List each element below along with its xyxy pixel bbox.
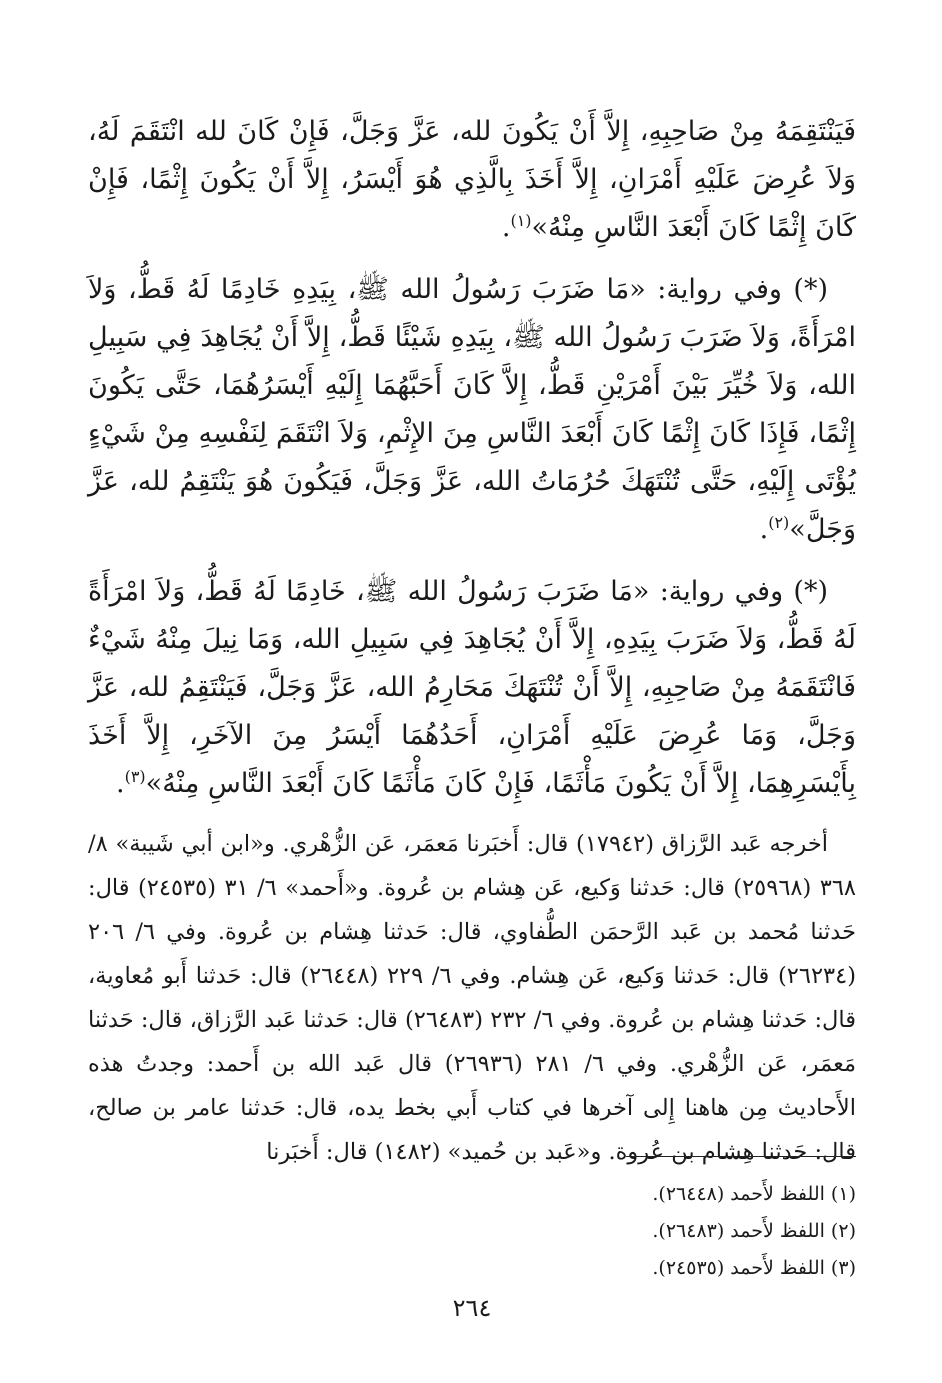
book-page [88, 108, 856, 1348]
footnote-1: (١) اللفظ لأَحمد (٢٦٤٤٨). [652, 1183, 856, 1205]
hadith-text: (*) وفي رواية: «مَا ضَرَبَ رَسُولُ الله ﷺ، خَادِمًا لَهُ قَطُّ، وَلاَ امْرَأَةً لَهُ قَطُّ، وَلاَ ضَرَبَ بِيَدِهِ، إِلاَّ أَنْ يُجَاهِدَ فِي سَبِيلِ الله، وَمَا نِيلَ مِنْهُ شَيْءٌ فَانْتَقَمَهُ مِنْ صَاحِبِهِ، إِلاَّ أَنْ تُنْتَهَكَ مَحَارِمُ الله، عَزَّ وَجَلَّ، فَيَنْتَقِمُ لله، عَزَّ وَجَلَّ، وَمَا عُرِضَ عَلَيْهِ أَمْرَانِ، أَحَدُهُمَا أَيْسَرُ مِنَ الآخَرِ، إِلاَّ أَخَذَ بِأَيْسَرِهِمَا، إِلاَّ أَنْ يَكُونَ مَأْثَمًا، فَإِنْ كَانَ مَأْثَمًا كَانَ أَبْعَدَ النَّاسِ مِنْهُ» [88, 576, 856, 799]
footnote-3: (٣) اللفظ لأَحمد (٢٤٥٣٥). [652, 1257, 856, 1279]
hadith-text: فَيَنْتَقِمَهُ مِنْ صَاحِبِهِ، إِلاَّ أَنْ يَكُونَ لله، عَزَّ وَجَلَّ، فَإِنْ كَانَ لله انْتَقَمَ لَهُ، وَلاَ عُرِضَ عَلَيْهِ أَمْرَانِ، إِلاَّ أَخَذَ بِالَّذِي هُوَ أَيْسَرُ، إِلاَّ أَنْ يَكُونَ إِثْمًا، فَإِنْ كَانَ إِثْمًا كَانَ أَبْعَدَ النَّاسِ مِنْهُ» [88, 116, 856, 243]
page-number: ٢٦٤ [452, 1294, 492, 1322]
paragraph-end: . [115, 768, 125, 799]
paragraph-end: . [501, 212, 511, 243]
footnotes [88, 1176, 856, 1287]
hadith-paragraph-1 [88, 108, 856, 252]
hadith-paragraph-2 [88, 266, 856, 554]
footnote-ref-1: (١) [510, 211, 532, 230]
footnote-divider [626, 1156, 856, 1157]
paragraph-end: . [759, 514, 769, 545]
hadith-text: (*) وفي رواية: «مَا ضَرَبَ رَسُولُ الله ﷺ، بِيَدِهِ خَادِمًا لَهُ قَطُّ، وَلاَ امْرَأَةً، وَلاَ ضَرَبَ رَسُولُ الله ﷺ، بِيَدِهِ شَيْئًا قَطُّ، إِلاَّ أَنْ يُجَاهِدَ فِي سَبِيلِ الله، وَلاَ خُيِّرَ بَيْنَ أَمْرَيْنِ قَطُّ، إِلاَّ كَانَ أَحَبَّهُمَا إِلَيْهِ أَيْسَرُهُمَا، حَتَّى يَكُونَ إِثْمًا، فَإِذَا كَانَ إِثْمًا كَانَ أَبْعَدَ النَّاسِ مِنَ الإِثْمِ، وَلاَ انْتَقَمَ لِنَفْسِهِ مِنْ شَيْءٍ يُؤْتَى إِلَيْهِ، حَتَّى تُنْتَهَكَ حُرُمَاتُ الله، عَزَّ وَجَلَّ، فَيَكُونَ هُوَ يَنْتَقِمُ لله، عَزَّ وَجَلَّ» [88, 274, 856, 545]
footnote-ref-3: (٣) [124, 767, 146, 786]
takhrij-paragraph [88, 822, 856, 1174]
footnote-ref-2: (٢) [768, 513, 790, 532]
footnote-2: (٢) اللفظ لأَحمد (٢٦٤٨٣). [652, 1220, 856, 1242]
hadith-paragraph-3 [88, 568, 856, 808]
takhrij-text: أخرجه عَبد الرَّزاق (١٧٩٤٢) قال: أَخبَرنا مَعمَر، عَن الزُّهْري. و«ابن أبي شَيبة» ٨/ ٣٦٨ (٢٥٩٦٨) قال: حَدثنا وَكيع، عَن هِشام بن عُروة. و«أَحمد» ٦/ ٣١ (٢٤٥٣٥) قال: حَدثنا مُحمد بن عَبد الرَّحمَن الطُّفاوي، قال: حَدثنا هِشام بن عُروة. وفي ٦/ ٢٠٦ (٢٦٢٣٤) قال: حَدثنا وَكيع، عَن هِشام. وفي ٦/ ٢٢٩ (٢٦٤٤٨) قال: حَدثنا أَبو مُعاوية، قال: حَدثنا هِشام بن عُروة. وفي ٦/ ٢٣٢ (٢٦٤٨٣) قال: حَدثنا عَبد الرَّزاق، قال: حَدثنا مَعمَر، عَن الزُّهْري. وفي ٦/ ٢٨١ (٢٦٩٣٦) قال عَبد الله بن أَحمد: وجدتُ هذه الأَحاديث مِن هاهنا إِلى آخرها في كتاب أَبي بخط يده، قال: حَدثنا عامر بن صالح، قال: حَدثنا هِشام بن عُروة. و«عَبد بن حُميد» (١٤٨٢) قال: أَخبَرنا [88, 831, 857, 1165]
